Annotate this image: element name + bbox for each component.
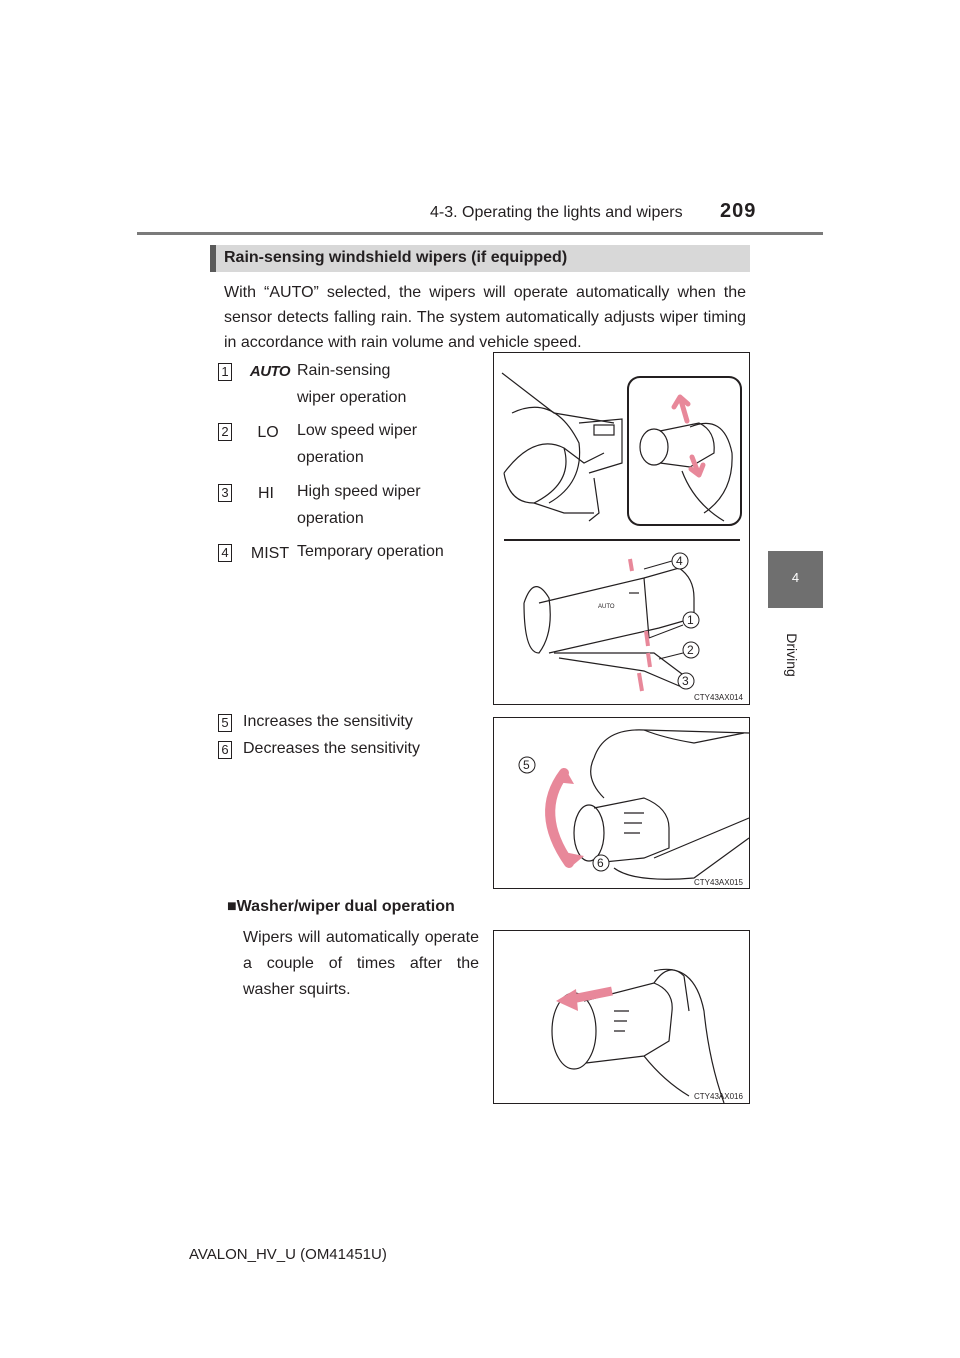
callout-number: 1 — [218, 363, 232, 381]
washer-heading: ■Washer/wiper dual operation — [227, 898, 455, 915]
mode-label: HI — [258, 485, 274, 502]
callout-number: 5 — [218, 714, 232, 732]
wiper-lever-figure — [493, 352, 750, 705]
callout-number: 2 — [218, 423, 232, 441]
mode-description: High speed wiper operation — [297, 483, 421, 527]
page-number: 209 — [720, 200, 757, 222]
washer-figure — [493, 930, 750, 1104]
manual-code-footer: AVALON_HV_U (OM41451U) — [189, 1246, 387, 1263]
sensitivity-decrease: Decreases the sensitivity — [243, 740, 420, 757]
mode-description: Low speed wiper operation — [297, 422, 418, 466]
callout-number: 6 — [218, 741, 232, 759]
mode-label: LO — [257, 424, 279, 441]
callout-number: 3 — [682, 674, 689, 688]
figure-code: CTY43AX014 — [694, 693, 743, 702]
figure-code: CTY43AX015 — [694, 878, 743, 887]
mode-label: AUTO — [249, 363, 291, 380]
callout-number: 6 — [597, 856, 604, 870]
sensitivity-ring-illustration — [494, 718, 749, 888]
callout-number: 4 — [218, 544, 232, 562]
mode-description: Temporary operation — [297, 543, 444, 560]
intro-paragraph: With “AUTO” selected, the wipers will operate automatically when the sensor detects falling rain. The system automatically adjusts wiper timing in accordance with rain volume and vehicle speed. — [224, 284, 746, 351]
mode-label: MIST — [250, 545, 290, 562]
washer-pull-illustration — [494, 931, 749, 1103]
wiper-lever-illustration — [494, 353, 749, 704]
chapter-label: Driving — [784, 633, 800, 677]
chapter-number: 4 — [791, 570, 800, 585]
section-title: Rain-sensing windshield wipers (if equipped) — [224, 249, 568, 266]
sensitivity-increase: Increases the sensitivity — [243, 713, 413, 730]
callout-number: 5 — [523, 758, 530, 772]
sensitivity-figure — [493, 717, 750, 889]
header-rule — [137, 232, 823, 235]
callout-number: 1 — [687, 613, 694, 627]
callout-number: 4 — [676, 554, 683, 568]
figure-code: CTY43AX016 — [694, 1092, 743, 1101]
washer-body: Wipers will automatically operate a couple of times after the washer squirts. — [243, 929, 479, 998]
lever-auto-label: AUTO — [598, 604, 615, 610]
header-section-title: 4-3. Operating the lights and wipers — [430, 204, 683, 221]
callout-number: 3 — [218, 484, 232, 502]
mode-description: Rain-sensing wiper operation — [297, 362, 407, 406]
callout-number: 2 — [687, 643, 694, 657]
